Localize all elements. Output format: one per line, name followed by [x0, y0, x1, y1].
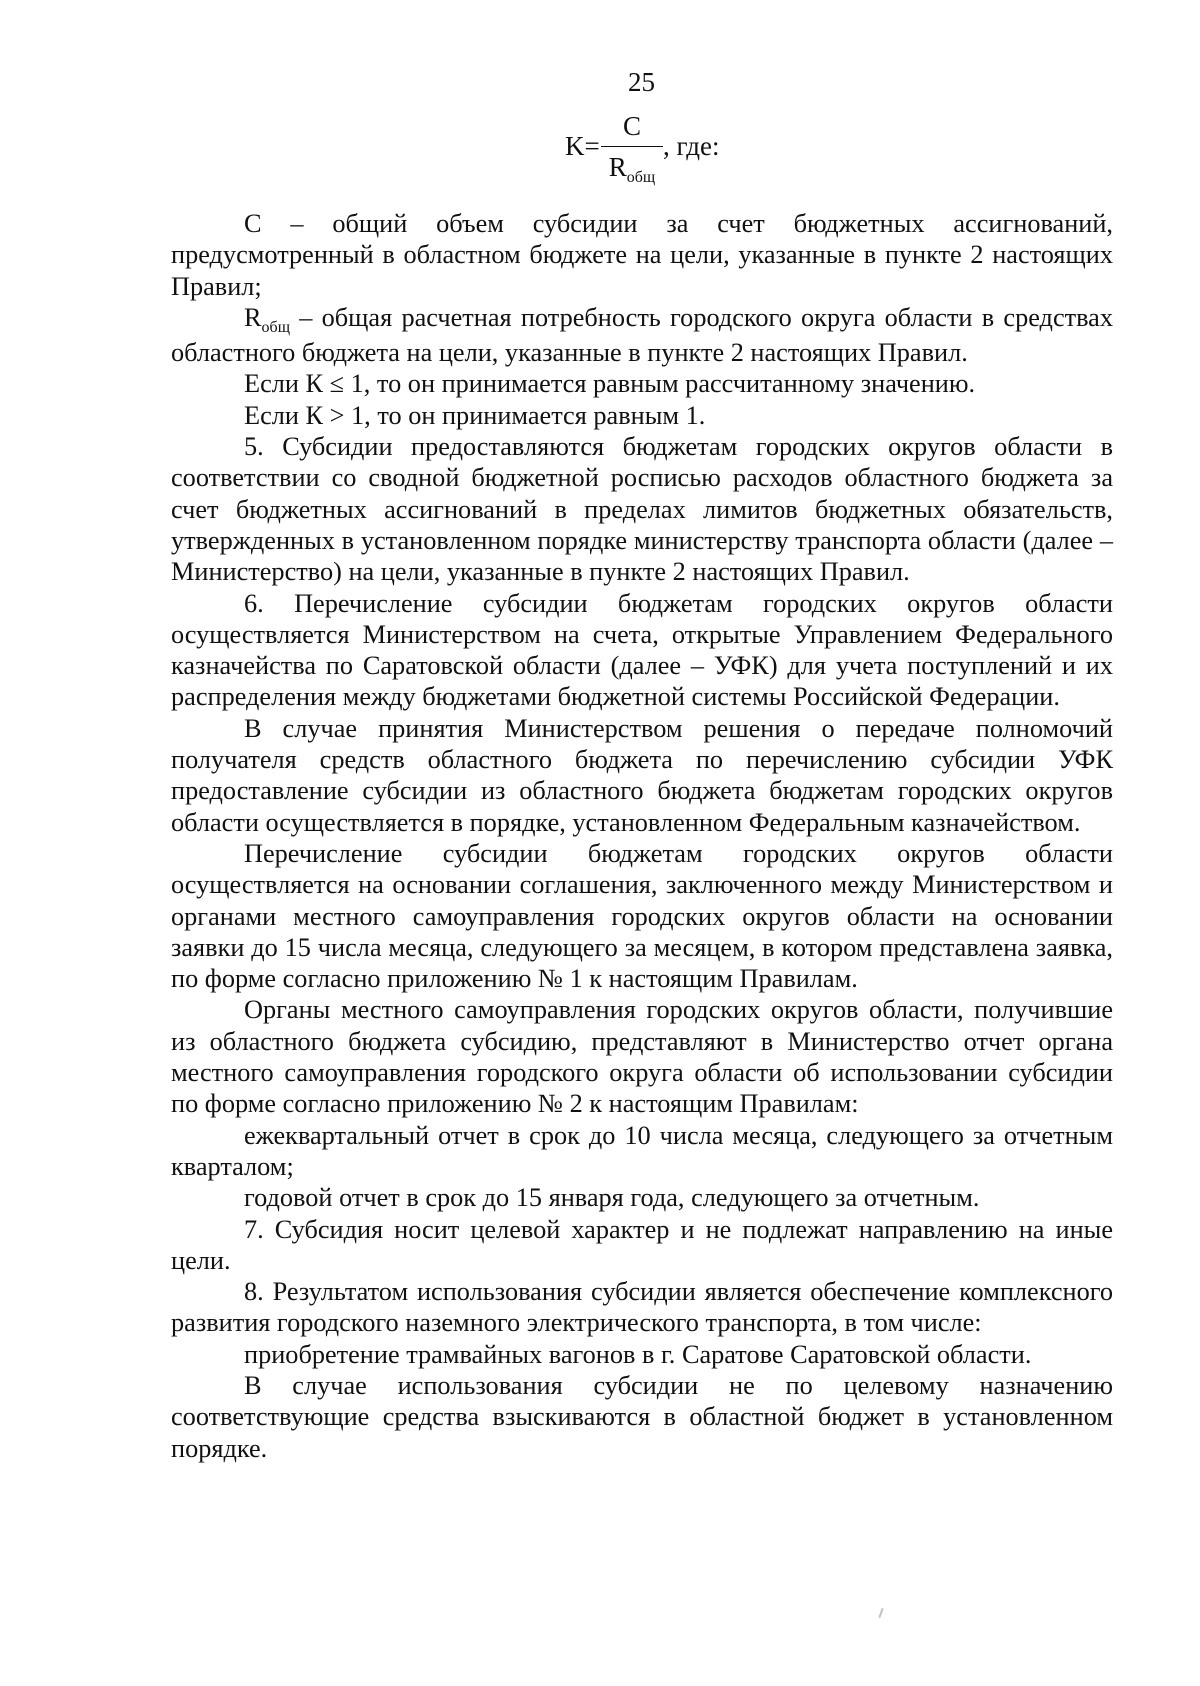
- paragraph-tram-purchase: приобретение трамвайных вагонов в г. Саратове Саратовской области.: [244, 1339, 1032, 1369]
- formula-rhs: , где:: [663, 131, 720, 161]
- denominator-subscript: общ: [626, 169, 656, 186]
- paragraph-misuse: В случае использования субсидии не по целевому назначению соответствующие средства взыскиваются в областной бюджет в установленном порядке.: [171, 1370, 1113, 1463]
- formula-denominator: [601, 147, 663, 186]
- r-symbol: R: [244, 302, 262, 332]
- paragraph-ufk-delegation: В случае принятия Министерством решения о передаче полномочий получателя средств областного бюджета по перечислению субсидии УФК предоставление субсидии из областного бюджета бюджетам городских округов области осуществляется в порядке, установленном Федеральным казначейством.: [171, 713, 1113, 837]
- paragraph-item-7: 7. Субсидия носит целевой характер и не подлежат направлению на иные цели.: [171, 1214, 1113, 1275]
- scan-speck: [878, 1608, 883, 1618]
- body-text: [171, 208, 1113, 1464]
- denominator-symbol: R: [608, 152, 627, 182]
- r-definition-text: – общая расчетная потребность городского округа области в средствах областного бюджета на цели, указанные в пункте 2 настоящих Правил.: [171, 302, 1113, 368]
- paragraph-item-8: 8. Результатом использования субсидии является обеспечение комплексного развития городского наземного электрического транспорта, в том числе:: [171, 1277, 1113, 1338]
- paragraph-r-definition: [171, 302, 1113, 369]
- r-subscript: общ: [261, 318, 291, 336]
- paragraph-quarterly-report: ежеквартальный отчет в срок до 10 числа месяца, следующего за отчетным кварталом;: [171, 1120, 1113, 1181]
- paragraph-item-6: 6. Перечисление субсидии бюджетам городских округов области осуществляется Министерством на счета, открытые Управлением Федерального казначейства по Саратовской области (далее – УФК) для учета поступлений и их распределения между бюджетами бюджетной системы Российской Федерации.: [171, 588, 1113, 712]
- paragraph-reporting: Органы местного самоуправления городских округов области, получившие из областного бюджета субсидию, представляют в Министерство отчет органа местного самоуправления городского округа области об использовании субсидии по форме согласно приложению № 2 к настоящим Правилам:: [171, 995, 1113, 1119]
- paragraph-k-le-1: Если К ≤ 1, то он принимается равным рассчитанному значению.: [244, 369, 976, 399]
- paragraph-item-5: 5. Субсидии предоставляются бюджетам городских округов области в соответствии со сводной бюджетной росписью расходов областного бюджета за счет бюджетных ассигнований в пределах лимитов бюджетных обязательств, утвержденных в установленном порядке министерству транспорта области (далее – Министерство) на цели, указанные в пункте 2 настоящих Правил.: [171, 432, 1113, 587]
- page-number: 25: [628, 67, 655, 97]
- paragraph-c-definition: С – общий объем субсидии за счет бюджетных ассигнований, предусмотренный в областном бюджете на цели, указанные в пункте 2 настоящих Правил;: [171, 209, 1113, 301]
- paragraph-transfer-basis: Перечисление субсидии бюджетам городских округов области осуществляется на основании соглашения, заключенного между Министерством и органами местного самоуправления городских округов области на основании заявки до 15 числа месяца, следующего за месяцем, в котором представлена заявка, по форме согласно приложению № 1 к настоящим Правилам.: [171, 838, 1113, 994]
- formula-lhs: K=: [565, 131, 600, 161]
- paragraph-annual-report: годовой отчет в срок до 15 января года, следующего за отчетным.: [244, 1183, 980, 1213]
- formula-fraction: [601, 110, 663, 186]
- paragraph-k-gt-1: Если К > 1, то он принимается равным 1.: [244, 400, 706, 430]
- formula-numerator: C: [622, 111, 641, 141]
